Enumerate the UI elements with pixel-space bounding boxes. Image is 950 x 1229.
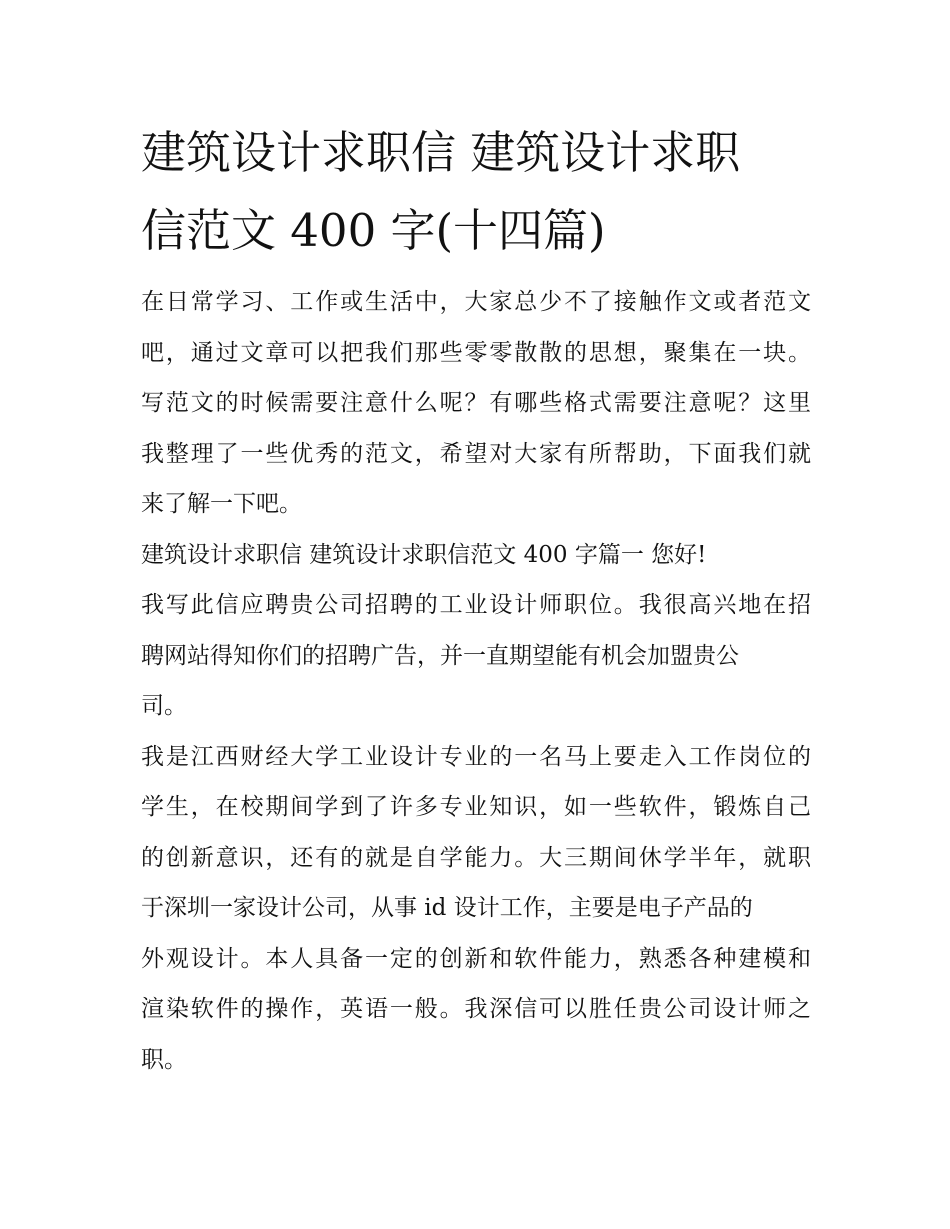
intro-line-2: 吧，通过文章可以把我们那些零零散散的思想，聚集在一块。 [141, 339, 811, 366]
title-line-1: 建筑设计求职信 建筑设计求职 [141, 126, 741, 179]
paragraph-2-line-6: 渲染软件的操作，英语一般。我深信可以胜任贵公司设计师之 [141, 996, 811, 1022]
paragraph-2-line-1: 我是江西财经大学工业设计专业的一名马上要走入工作岗位的 [141, 743, 811, 770]
intro-line-4: 我整理了一些优秀的范文，希望对大家有所帮助，下面我们就 [141, 440, 811, 467]
intro-line-1: 在日常学习、工作或生活中，大家总少不了接触作文或者范文 [141, 289, 811, 315]
paragraph-2-line-4: 于深圳一家设计公司，从事 id 设计工作，主要是电子产品的 [141, 895, 753, 921]
paragraph-2-line-7: 职。 [141, 1046, 187, 1073]
section-heading-line: 建筑设计求职信 建筑设计求职信范文 400 字篇一 您好! [141, 541, 707, 568]
paragraph-1-line-3: 司。 [141, 693, 187, 719]
paragraph-2 [141, 732, 821, 1086]
paragraph-1 [141, 580, 821, 732]
document-title [141, 114, 821, 270]
paragraph-1-line-1: 我写此信应聘贵公司招聘的工业设计师职位。我很高兴地在招 [141, 592, 811, 618]
paragraph-2-line-5: 外观设计。本人具备一定的创新和软件能力，熟悉各种建模和 [141, 945, 811, 972]
intro-line-5: 来了解一下吧。 [141, 491, 302, 517]
paragraph-1-line-2: 聘网站得知你们的招聘广告，并一直期望能有机会加盟贵公 [141, 642, 739, 669]
intro-paragraph [141, 277, 821, 530]
paragraph-2-line-2: 学生，在校期间学到了许多专业知识，如一些软件，锻炼自己 [141, 794, 811, 820]
intro-line-3: 写范文的时候需要注意什么呢？有哪些格式需要注意呢？这里 [141, 390, 811, 416]
document-body [141, 277, 821, 1085]
title-line-2: 信范文 400 字(十四篇) [141, 204, 606, 257]
paragraph-2-line-3: 的创新意识，还有的就是自学能力。大三期间休学半年，就职 [141, 844, 811, 871]
